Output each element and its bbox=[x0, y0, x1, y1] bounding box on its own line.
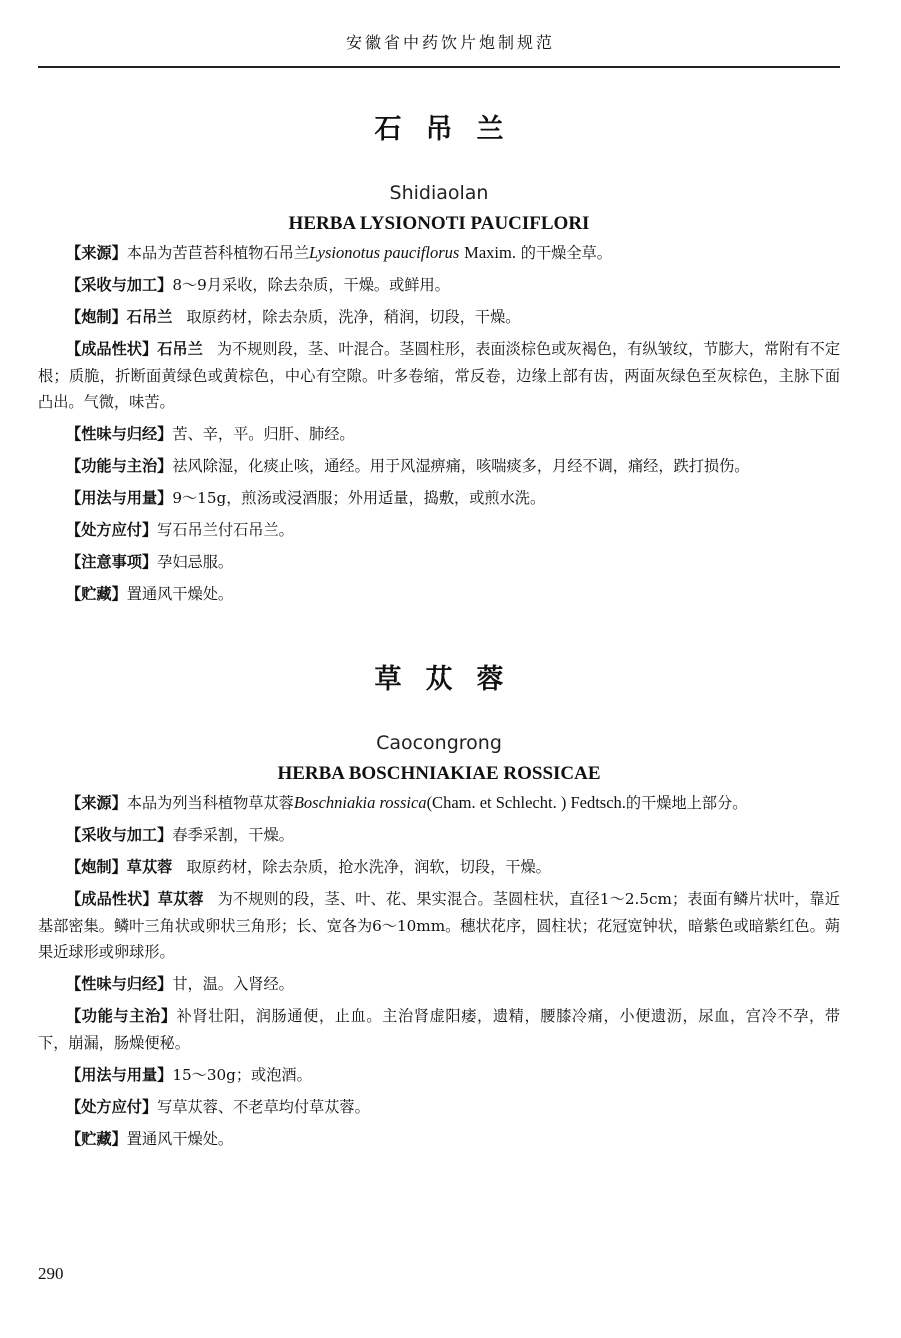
section-label: 【处方应付】 bbox=[66, 521, 158, 539]
section-label: 【用法与用量】 bbox=[66, 1065, 173, 1084]
character-text: 为不规则段，茎、叶混合。茎圆柱形，表面淡棕色或灰褐色，有纵皱纹，节膨大，常附有不定根；质脆，折断面黄绿色或黄棕色，中心有空隙。叶多卷缩，常反卷，边缘上部有齿，两面灰绿色至灰棕色，主脉下面凸出。气微，味苦。 bbox=[38, 340, 841, 411]
entry-latin-name: HERBA BOSCHNIAKIAE ROSSICAE bbox=[277, 763, 601, 784]
function-text: 补肾壮阳，润肠通便，止血。主治肾虚阳痿，遗精，腰膝冷痛，小便遗沥，尿血，宫冷不孕，带下，崩漏，肠燥便秘。 bbox=[38, 1007, 841, 1052]
character-text: 为不规则的段，茎、叶、花、果实混合。茎圆柱状，直径1～2.5cm；表面有鳞片状叶，靠近基部密集。鳞叶三角状或卵状三角形；长、宽各为6～10mm。穗状花序，圆柱状；花冠宽钟状，暗紫色或暗紫红色。蒴果近球形或卵球形。 bbox=[38, 890, 840, 961]
usage-text: 9～15g，煎汤或浸酒服；外用适量，捣敷，或煎水洗。 bbox=[172, 489, 546, 507]
section-label: 【采收与加工】 bbox=[66, 826, 173, 844]
harvest-section bbox=[38, 822, 840, 849]
entry-pinyin: Shidiaolan bbox=[389, 182, 489, 204]
source-text: 本品为列当科植物草苁蓉 bbox=[126, 794, 294, 812]
nature-text: 甘，温。入肾经。 bbox=[172, 975, 294, 993]
monograph-entry-2 bbox=[38, 660, 840, 1158]
section-label: 【贮藏】 bbox=[66, 585, 127, 603]
processing-section bbox=[38, 304, 840, 331]
prescription-text: 写石吊兰付石吊兰。 bbox=[157, 521, 294, 539]
sub-heading: 草苁蓉 bbox=[126, 858, 173, 876]
source-text-end: 的干燥地上部分。 bbox=[625, 794, 748, 812]
harvest-text: 春季采割，干燥。 bbox=[172, 826, 294, 844]
character-section bbox=[38, 886, 840, 966]
prescription-text: 写草苁蓉、不老草均付草苁蓉。 bbox=[157, 1097, 370, 1116]
entry-pinyin: Caocongrong bbox=[376, 732, 502, 754]
section-label: 【炮制】 bbox=[66, 308, 127, 326]
function-text: 祛风除湿，化痰止咳，通经。用于风湿痹痛，咳喘痰多，月经不调，痛经，跌打损伤。 bbox=[172, 457, 750, 475]
section-label: 【功能与主治】 bbox=[66, 1007, 177, 1025]
entry-latin-name: HERBA LYSIONOTI PAUCIFLORI bbox=[288, 213, 590, 234]
section-label: 【注意事项】 bbox=[66, 553, 158, 571]
source-section bbox=[38, 240, 840, 267]
species-name: Lysionotus pauciflorus bbox=[309, 243, 460, 262]
processing-text: 取原药材，除去杂质，洗净，稍润，切段，干燥。 bbox=[186, 308, 521, 326]
source-text: 本品为苦苣苔科植物石吊兰 bbox=[126, 244, 309, 262]
usage-section bbox=[38, 485, 840, 512]
section-label: 【来源】 bbox=[66, 244, 127, 262]
harvest-section bbox=[38, 272, 840, 299]
prescription-section bbox=[38, 1094, 840, 1121]
section-label: 【成品性状】 bbox=[66, 890, 158, 908]
entry-sections bbox=[38, 240, 840, 608]
nature-section bbox=[38, 421, 840, 448]
function-section bbox=[38, 1003, 840, 1056]
harvest-text: 8～9月采收，除去杂质，干燥。或鲜用。 bbox=[172, 276, 450, 294]
species-name: Boschniakia rossica bbox=[293, 793, 427, 812]
nature-section bbox=[38, 971, 840, 998]
usage-section bbox=[38, 1062, 840, 1089]
section-label: 【功能与主治】 bbox=[66, 457, 173, 475]
processing-section bbox=[38, 854, 840, 881]
entry-sections bbox=[38, 790, 840, 1152]
prescription-section bbox=[38, 517, 840, 544]
section-label: 【用法与用量】 bbox=[66, 489, 173, 507]
species-author: (Cham. et Schlecht. ) Fedtsch. bbox=[426, 793, 626, 812]
section-label: 【性味与归经】 bbox=[66, 975, 173, 993]
entry-title-cn: 草苁蓉 bbox=[374, 664, 528, 695]
species-author: Maxim. bbox=[464, 243, 516, 262]
section-label: 【成品性状】 bbox=[66, 340, 158, 358]
section-label: 【贮藏】 bbox=[66, 1129, 127, 1148]
sub-heading: 草苁蓉 bbox=[157, 890, 204, 908]
usage-text: 15～30g；或泡酒。 bbox=[172, 1065, 312, 1084]
sub-heading: 石吊兰 bbox=[157, 340, 203, 358]
running-header: 安徽省中药饮片炮制规范 bbox=[345, 33, 555, 52]
character-section bbox=[38, 336, 840, 416]
storage-text: 置通风干燥处。 bbox=[126, 1129, 234, 1148]
storage-section bbox=[38, 1126, 840, 1153]
storage-text: 置通风干燥处。 bbox=[126, 585, 234, 603]
function-section bbox=[38, 453, 840, 480]
section-label: 【炮制】 bbox=[66, 858, 127, 876]
page-number: 290 bbox=[38, 1264, 64, 1283]
storage-section bbox=[38, 581, 840, 608]
caution-section bbox=[38, 549, 840, 576]
nature-text: 苦、辛，平。归肝、肺经。 bbox=[172, 425, 355, 443]
source-text-end: 的干燥全草。 bbox=[520, 244, 612, 262]
processing-text: 取原药材，除去杂质，抢水洗净，润软，切段，干燥。 bbox=[186, 858, 551, 876]
section-label: 【来源】 bbox=[66, 794, 127, 812]
entry-title-cn: 石吊兰 bbox=[374, 114, 528, 145]
section-label: 【处方应付】 bbox=[66, 1097, 158, 1116]
caution-text: 孕妇忌服。 bbox=[157, 553, 234, 571]
section-label: 【采收与加工】 bbox=[66, 276, 173, 294]
monograph-entry-1 bbox=[38, 110, 840, 613]
header-rule bbox=[38, 66, 840, 68]
section-label: 【性味与归经】 bbox=[66, 425, 173, 443]
sub-heading: 石吊兰 bbox=[126, 308, 173, 326]
source-section bbox=[38, 790, 840, 817]
